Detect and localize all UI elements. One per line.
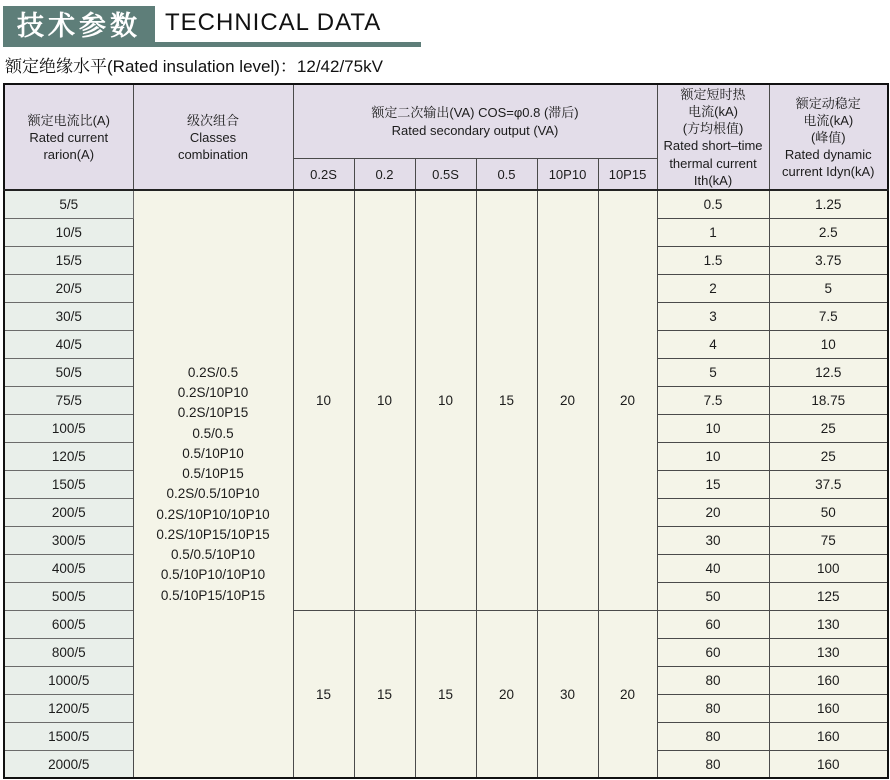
classes-line: 0.2S/10P10 [177, 385, 249, 401]
idyn-cell: 50 [769, 498, 888, 526]
header-line: Rated dynamic [784, 146, 872, 162]
classes-line: 0.2S/10P10/10P10 [156, 506, 270, 522]
idyn-cell: 25 [769, 414, 888, 442]
ratio-cell: 150/5 [4, 470, 133, 498]
ith-cell: 80 [657, 722, 769, 750]
output-cell-0-2s-group1: 10 [293, 190, 354, 610]
subheader-0-5s: 0.5S [415, 158, 476, 190]
output-cell-0-5s-group2: 15 [415, 610, 476, 778]
header-line: Rated current [29, 129, 109, 145]
ith-cell: 20 [657, 498, 769, 526]
idyn-cell: 160 [769, 722, 888, 750]
ratio-cell: 10/5 [4, 218, 133, 246]
ith-cell: 80 [657, 750, 769, 778]
ith-cell: 80 [657, 666, 769, 694]
output-cell-10p15-group1: 20 [598, 190, 657, 610]
ith-cell: 3 [657, 302, 769, 330]
classes-line: 0.2S/10P15/10P15 [156, 526, 270, 542]
ith-cell: 10 [657, 414, 769, 442]
subheader-0-2s: 0.2S [293, 158, 354, 190]
header-line: Rated secondary output (VA) [391, 122, 559, 138]
ratio-cell: 500/5 [4, 582, 133, 610]
header-line: Classes [189, 129, 237, 145]
header-rated-current-ratio [4, 84, 133, 190]
ratio-cell: 2000/5 [4, 750, 133, 778]
output-cell-0-5-group1: 15 [476, 190, 537, 610]
ith-cell: 5 [657, 358, 769, 386]
header-rated-secondary-output [293, 84, 657, 158]
header-line: 额定二次输出(VA) COS=φ0.8 (滞后) [371, 105, 579, 121]
ith-cell: 7.5 [657, 386, 769, 414]
ratio-cell: 1200/5 [4, 694, 133, 722]
idyn-cell: 3.75 [769, 246, 888, 274]
output-cell-0-5-group2: 20 [476, 610, 537, 778]
insulation-level-note: 额定绝缘水平(Rated insulation level)：12/42/75kV [5, 57, 383, 77]
classes-line: 0.5/10P15 [182, 466, 244, 482]
ratio-cell: 30/5 [4, 302, 133, 330]
ith-cell: 0.5 [657, 190, 769, 218]
idyn-cell: 75 [769, 526, 888, 554]
idyn-cell: 1.25 [769, 190, 888, 218]
output-cell-10p10-group1: 20 [537, 190, 598, 610]
ith-cell: 50 [657, 582, 769, 610]
classes-line: 0.5/10P15/10P15 [160, 587, 266, 603]
technical-data-table [3, 83, 889, 779]
idyn-cell: 25 [769, 442, 888, 470]
header-line: rarion(A) [43, 146, 95, 162]
ith-cell: 80 [657, 694, 769, 722]
classes-line: 0.2S/0.5 [187, 364, 239, 380]
ith-cell: 15 [657, 470, 769, 498]
subheader-10p10: 10P10 [537, 158, 598, 190]
idyn-cell: 12.5 [769, 358, 888, 386]
ith-cell: 10 [657, 442, 769, 470]
classes-line: 0.2S/0.5/10P10 [166, 486, 260, 502]
output-cell-10p10-group2: 30 [537, 610, 598, 778]
ratio-cell: 40/5 [4, 330, 133, 358]
idyn-cell: 5 [769, 274, 888, 302]
classes-line: 0.2S/10P15 [177, 405, 249, 421]
page-title-en: TECHNICAL DATA [155, 9, 421, 47]
classes-line: 0.5/0.5 [192, 425, 234, 441]
classes-line: 0.5/10P10 [182, 445, 244, 461]
idyn-cell: 130 [769, 638, 888, 666]
idyn-cell: 130 [769, 610, 888, 638]
ratio-cell: 15/5 [4, 246, 133, 274]
idyn-cell: 2.5 [769, 218, 888, 246]
header-line: combination [177, 146, 249, 162]
header-line: (方均根值) [682, 121, 744, 137]
subheader-0-5: 0.5 [476, 158, 537, 190]
header-short-time-thermal-current [657, 84, 769, 190]
header-line: 额定短时热 [680, 86, 746, 102]
header-dynamic-current [769, 84, 888, 190]
header-line: (峰值) [810, 129, 846, 145]
ith-cell: 4 [657, 330, 769, 358]
ratio-cell: 50/5 [4, 358, 133, 386]
header-line: 电流(kA) [688, 104, 738, 120]
idyn-cell: 10 [769, 330, 888, 358]
ratio-cell: 5/5 [4, 190, 133, 218]
idyn-cell: 160 [769, 666, 888, 694]
idyn-cell: 7.5 [769, 302, 888, 330]
ratio-cell: 75/5 [4, 386, 133, 414]
classes-line: 0.5/0.5/10P10 [170, 547, 256, 563]
idyn-cell: 160 [769, 750, 888, 778]
idyn-cell: 18.75 [769, 386, 888, 414]
ith-cell: 60 [657, 610, 769, 638]
ith-cell: 1.5 [657, 246, 769, 274]
page-title-cn: 技术参数 [3, 6, 155, 47]
classes-combination-cell [133, 190, 293, 778]
header-line: 额定动稳定 [795, 95, 861, 111]
ratio-cell: 400/5 [4, 554, 133, 582]
header-line: current Idyn(kA) [782, 164, 875, 180]
ith-cell: 40 [657, 554, 769, 582]
ith-cell: 30 [657, 526, 769, 554]
ratio-cell: 300/5 [4, 526, 133, 554]
table-row [4, 190, 888, 218]
ratio-cell: 1500/5 [4, 722, 133, 750]
output-cell-0-2s-group2: 15 [293, 610, 354, 778]
idyn-cell: 160 [769, 694, 888, 722]
header-line: 电流(kA) [803, 112, 854, 128]
header-line: 级次组合 [186, 112, 239, 128]
subheader-0-2: 0.2 [354, 158, 415, 190]
header-line: thermal current [669, 155, 757, 171]
ratio-cell: 600/5 [4, 610, 133, 638]
ratio-cell: 20/5 [4, 274, 133, 302]
classes-line: 0.5/10P10/10P10 [160, 567, 266, 583]
ith-cell: 60 [657, 638, 769, 666]
idyn-cell: 125 [769, 582, 888, 610]
header-line: 额定电流比(A) [27, 112, 110, 128]
subheader-10p15: 10P15 [598, 158, 657, 190]
title-banner [3, 6, 887, 47]
header-line: Ith(kA) [693, 172, 733, 188]
output-cell-10p15-group2: 20 [598, 610, 657, 778]
ratio-cell: 1000/5 [4, 666, 133, 694]
ratio-cell: 120/5 [4, 442, 133, 470]
output-cell-0-5s-group1: 10 [415, 190, 476, 610]
ith-cell: 2 [657, 274, 769, 302]
output-cell-0-2-group1: 10 [354, 190, 415, 610]
ratio-cell: 200/5 [4, 498, 133, 526]
header-classes-combination [133, 84, 293, 190]
idyn-cell: 100 [769, 554, 888, 582]
header-line: Rated short–time [663, 138, 763, 154]
ratio-cell: 100/5 [4, 414, 133, 442]
ith-cell: 1 [657, 218, 769, 246]
ratio-cell: 800/5 [4, 638, 133, 666]
idyn-cell: 37.5 [769, 470, 888, 498]
output-cell-0-2-group2: 15 [354, 610, 415, 778]
